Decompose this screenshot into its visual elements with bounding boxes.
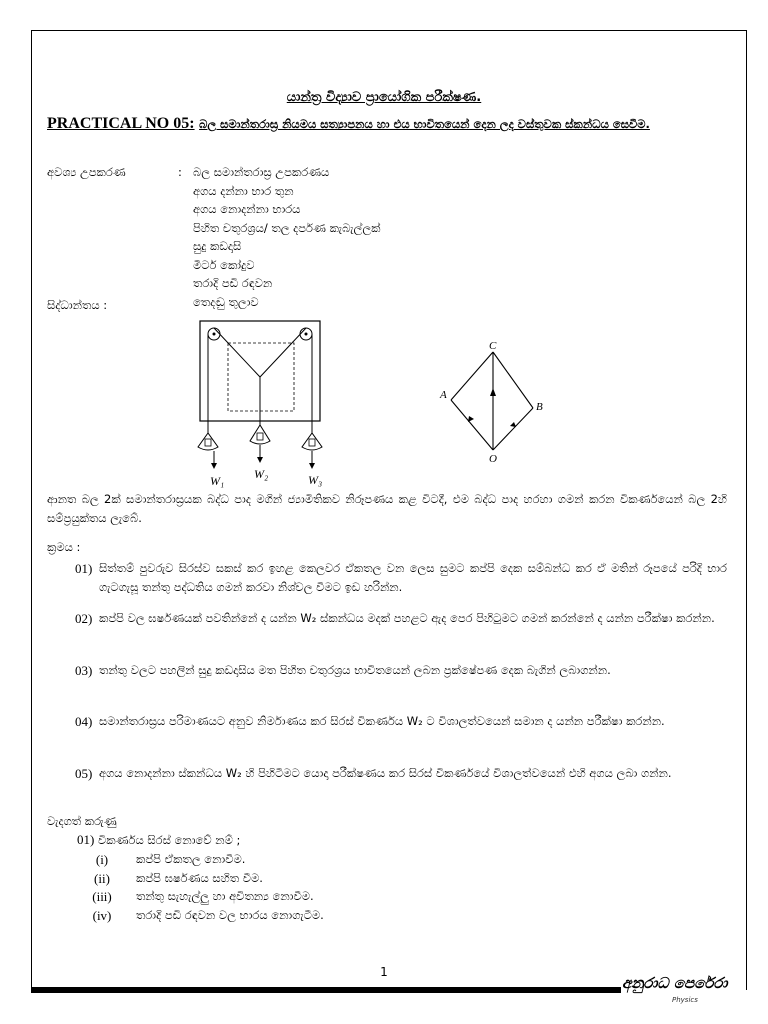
step-text: තන්තු වලට පහලින් සුදු කඩදාසිය මත පිහිත චතුරශ්‍රය භාවිතයෙන් ලබන ප්‍රක්ෂේපණ දෙක බැගින් ලබාගන්න. (99, 663, 611, 677)
equipment-item: පිහිත චතුරශ්‍රය/ තල දර්පණ කැබැල්ලක් (193, 220, 381, 235)
signature-subtitle: Physics (672, 996, 698, 1004)
note-text: කප්පි ඒකතල නොවීම. (136, 852, 246, 866)
string-right (260, 328, 306, 377)
principle-label: සිද්ධාන්තය : (47, 298, 108, 312)
procedure-label: ක්‍රමය : (47, 540, 81, 554)
label-c: C (489, 340, 497, 352)
step-number: 05) (75, 766, 93, 781)
equipment-item: මීටර් කෝදුව (193, 257, 255, 272)
note-text: තන්තු සැහැල්ලු හා අවිතන්‍ය නොවීම. (136, 889, 314, 903)
step-text: සිත්තම් පුවරුව සිරස්ව සකස් කර ඉහළ කෙලවර ඒකතල වන ලෙස සුමට කප්පි දෙක සම්බන්ධ කර ඒ මතින් රූපයේ පරිදි භාර ගැටගැසූ තන්තු පද්ධතිය ගමන් කරවා නිශ්චල වීමට ඉඩ හරින්න. (99, 561, 727, 594)
author-signature: අනුරාධ පෙරේරා (622, 974, 728, 992)
step-number: 04) (75, 714, 93, 729)
equipment-item: සුදු කඩදාසි (193, 239, 242, 253)
practical-title: බල සමාන්තරාස්‍ර නියමය සත්‍යාපනය හා එය භාවිතයෙන් දෙන ලද වස්තුවක ස්කන්ධය සෙවීම. (199, 117, 650, 131)
note-number: (iii) (92, 889, 112, 904)
document-title: යාන්ත්‍ර විද්‍යාව ප්‍රායෝගික පරීක්ෂණ. (286, 90, 482, 105)
step-text: කප්පි වල ඝර්ෂණයක් පවතින්නේ ද යන්න W₂ ස්කන්ධය මදක් පහළට ඇද පෙර පිහිටුමට ගමන් කරන්නේ ද යන්න පරීක්ෂා කරන්න. (99, 611, 715, 625)
apparatus-diagram (190, 315, 340, 495)
equipment-item: අගය නොදන්නා භාරය (193, 202, 301, 216)
notes-subheading (77, 832, 240, 848)
note-text: කප්පි ඝර්ෂණය සහිත වීම. (136, 871, 263, 885)
weight-hanger-1 (198, 433, 218, 450)
label-w1: W₁ (210, 474, 225, 488)
note-number: (i) (95, 852, 109, 867)
label-w3: W₃ (308, 473, 323, 487)
side-ca (451, 352, 493, 400)
label-w2: W₂ (254, 467, 269, 481)
weight-hanger-3 (302, 433, 322, 450)
principle-text: ආනත බල 2ක් සමාන්තරාස්‍රයක බද්ධ පාද මගින් ජ්‍යාමිතිකව නිරූපණය කළ විටදී, එම බද්ධ පාද හරහා ගමන් කරන විකර්ණයෙන් බල 2හි සම්ප්‍රයුක්තය ලැබේ. (47, 492, 727, 525)
weight-hanger-2 (250, 425, 270, 444)
label-b: B (536, 401, 543, 413)
notes-sub-number: 01) (77, 832, 95, 847)
notes-label: වැදගත් කරුණු (47, 814, 117, 828)
label-o: O (489, 453, 497, 465)
equipment-item: අගය දන්නා භාර තුන (193, 183, 294, 198)
practical-number: PRACTICAL NO 05: (47, 115, 195, 132)
equipment-item: තරාදි පඩි රඳවන (193, 276, 273, 290)
step-number: 02) (75, 611, 93, 626)
arrow-diagonal (490, 388, 496, 396)
side-ob (493, 408, 533, 450)
step-text: අගය නොදන්නා ස්කන්ධය W₂ හි පිහිටීමට යොදා පරීක්ෂණය කර සිරස් විකර්ණයේ විශාලත්වයෙන් එහි අගය ලබා ගන්න. (99, 766, 672, 780)
note-number: (ii) (94, 871, 110, 886)
practical-heading (47, 115, 727, 133)
arrow-oa (468, 416, 474, 422)
note-text: තරාදි පඩි රඳවන වල භාරය නොගැටීම. (136, 908, 324, 922)
parallelogram-diagram (430, 338, 550, 468)
step-number: 03) (75, 663, 93, 678)
equipment-item: බල සමාන්තරාස්‍ර උපකරණය (193, 165, 330, 179)
notes-sub-text: විකර්ණය සිරස් නොවේ නම් ; (98, 833, 241, 847)
string-left (214, 328, 260, 377)
arrow-ob (510, 422, 516, 427)
equipment-label: අවශ්‍ය උපකරණ (47, 165, 126, 179)
side-bc (493, 352, 533, 408)
equipment-list (193, 163, 380, 311)
step-number: 01) (75, 561, 93, 576)
side-ao (451, 400, 493, 450)
footer-bar (31, 987, 621, 993)
step-text: සමාන්තරාස්‍රය පරිමාණයට අනුව නිර්මාණය කර සිරස් විකර්ණය W₂ ට විශාලත්වයෙන් සමාන ද යන්න පරීක්ෂා කරන්න. (99, 714, 665, 728)
equipment-item: තෙදඬු තුලාව (193, 294, 259, 309)
note-number: (iv) (92, 908, 112, 923)
page-number: 1 (380, 965, 388, 979)
equipment-colon: : (178, 165, 182, 179)
label-a: A (440, 389, 447, 401)
